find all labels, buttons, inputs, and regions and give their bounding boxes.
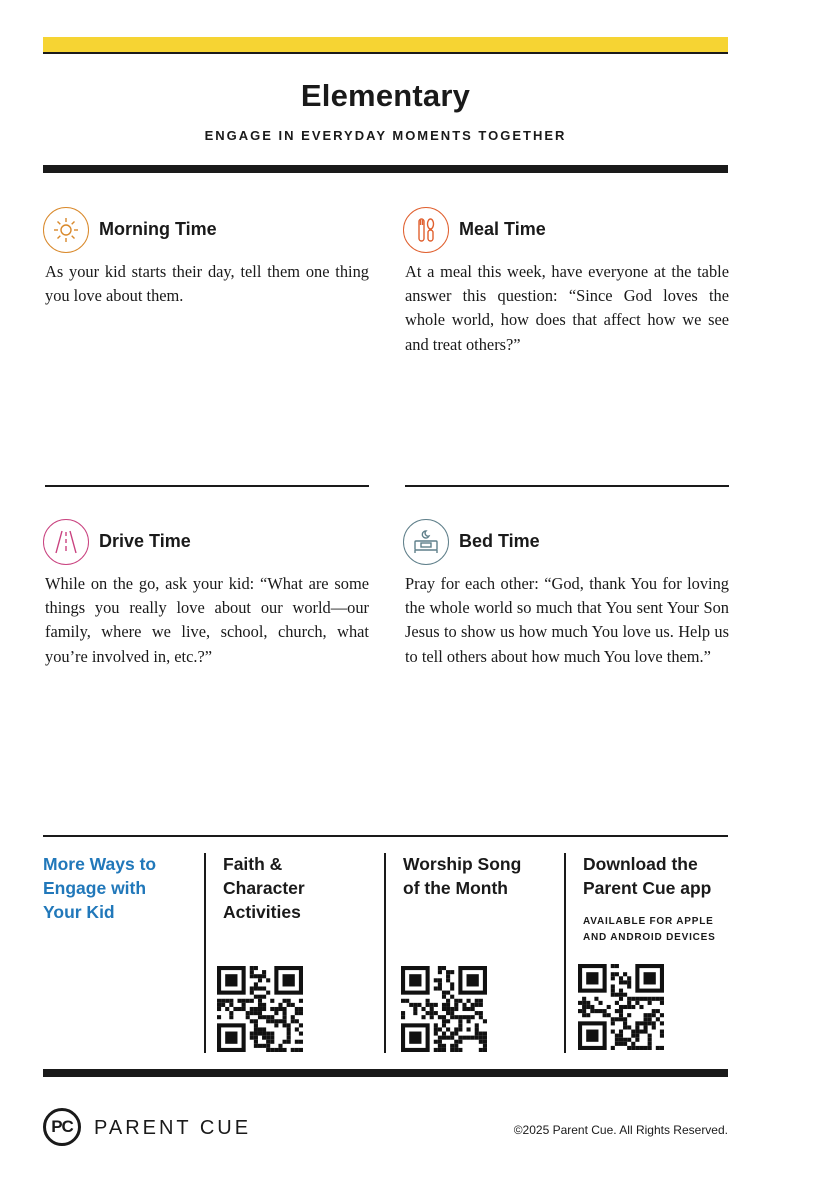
column-divider [564,853,566,1053]
column-divider [384,853,386,1053]
meal-time-text: At a meal this week, have everyone at the table answer this question: “Since God loves the whole world, how does that affect how we see and treat others?” [405,262,729,354]
worship-song-qr-code[interactable] [401,966,487,1052]
worship-song-link[interactable]: Worship Song of the Month [403,854,522,898]
drive-time-text: While on the go, ask your kid: “What are some things you really love about our world—our family, where we live, school, church, what you’re involved in, etc.?” [45,574,369,666]
drive-time-heading: Drive Time [99,531,191,551]
parent-cue-logo: PC [43,1108,81,1146]
faith-activities-qr-code[interactable] [217,966,303,1052]
faith-activities-link[interactable]: Faith & Character Activities [223,854,305,922]
page-subtitle: ENGAGE IN EVERYDAY MOMENTS TOGETHER [204,128,567,143]
morning-time-text: As your kid starts their day, tell them one thing you love about them. [45,262,369,306]
download-app-qr-code[interactable] [578,964,664,1050]
left-divider [45,485,369,487]
sun-icon [43,207,89,253]
meal-time-heading: Meal Time [459,219,546,239]
top-accent-bar [43,37,728,54]
resources-top-rule [43,835,728,837]
footer-divider [43,1069,728,1077]
morning-time-heading: Morning Time [99,219,217,239]
copyright-text: ©2025 Parent Cue. All Rights Reserved. [513,1123,728,1137]
bed-time-heading: Bed Time [459,531,540,551]
more-ways-heading: More Ways to Engage with Your Kid [43,854,157,922]
road-icon [43,519,89,565]
bed-moon-icon [403,519,449,565]
header-divider [43,165,728,173]
bed-time-text: Pray for each other: “God, thank You for loving the whole world so much that You sent Your Son Jesus to show us how much You love us. Help us to tell others about how much You love them.” [405,574,729,666]
page-title: Elementary [300,78,471,113]
download-app-link[interactable]: Download the Parent Cue app [583,854,712,898]
fork-spoon-icon [403,207,449,253]
platform-note: AVAILABLE FOR APPLE AND ANDROID DEVICES [583,916,716,943]
column-divider [204,853,206,1053]
right-divider [405,485,729,487]
brand-name: PARENT CUE [94,1117,252,1139]
